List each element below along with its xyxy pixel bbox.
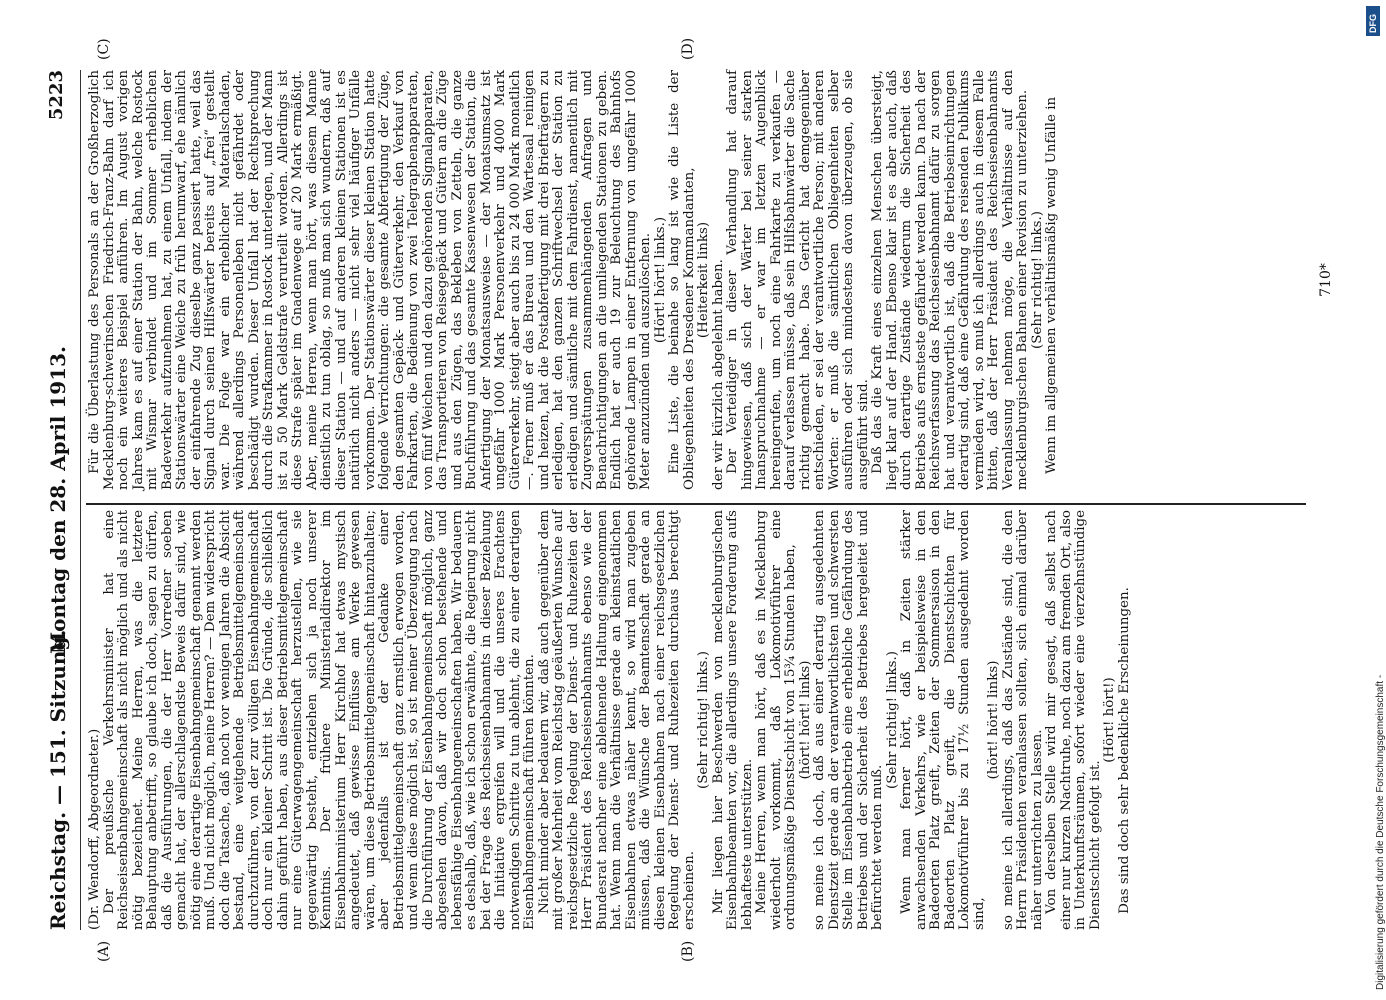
paragraph: Wenn man ferner hört, daß in Zeiten stärker anwachsenden Verkehrs, wie er beispielsweise in den Badeorten Platz greift, Zeiten der Sommersaison in den Badeorten Platz greift, die Dienstschichten für Lokomotivführer bis zu 17½ Stunden ausgedehnt worden sind, — [899, 510, 987, 930]
paragraph: der wir kürzlich abgelehnt haben. — [710, 259, 726, 490]
header-left: Reichstag. — 151. Sitzung. — [46, 629, 70, 930]
paragraph: Nicht minder aber bedauern wir, daß auch gegenüber dem mit großer Mehrheit vom Reichstag geäußerten Wunsche auf reichsgesetzliche Regelung der Dienst- und Ruhezeiten der Herr Präsident des Reichseisenbahnamts ebenso wie der Bundesrat nachher eine ablehnende Haltung eingenommen hat. Wenn man die Verhältnisse gerade an kleinstaatlichen Eisenbahnen etwas näher kennt, so wird man zugeben müssen, daß die Wünsche der Beamtenschaft gerade an diesen kleinen Eisenbahnen nach einer reichsgesetzlichen Regelung der Dienst- und Ruhezeiten durchaus berechtigt erscheinen. — [536, 510, 697, 930]
paragraph: Meine Herren, wenn man hört, daß es in Mecklenburg wiederholt vorkommt, daß Lokomotivführer eine ordnungsmäßige Dienstschicht von 15¾ Stunden haben, — [754, 510, 798, 930]
left-column — [88, 510, 1298, 930]
page-header — [46, 70, 76, 930]
paragraph: Daß das die Kraft eines einzelnen Menschen übersteigt, liegt klar auf der Hand. Ebenso klar ist es aber auch, daß durch derartige Zustände wiederum die Sicherheit des Betriebs aufs ernsteste gefährdet werden kann. Da nach der Reichsverfassung das Reichseisenbahnamt dafür zu sorgen hat und verantwortlich ist, daß die Betriebseinrichtungen derartig sind, daß eine Gefährdung des reisenden Publikums vermieden wird, so muß ich allerdings auch in diesem Falle bitten, daß der Herr Präsident des Reichseisenbahnamts Veranlassung nehmen möge, die Verhältnisse auf den mecklenburgischen Bahnen einer Revision zu unterziehen. — [870, 70, 1030, 490]
page-number: 5223 — [46, 70, 67, 121]
paragraph: Für die Überlastung des Personals an der Großherzoglich Mecklenburg-schwerinschen Friedrich-Franz-Bahn darf ich noch ein weiteres Beispiel anführen. Im August vorigen Jahres kam es auf einer Station der Bahn, welche Rostock mit Wismar verbindet und im Sommer erheblichen Badeverkehr aufzunehmen hat, zu einem Unfall, indem der Stationswärter eine Weiche zu früh herumwarf, ehe nämlich der einfahrende Zug dieselbe ganz passiert hatte, weil das Signal durch seinen Hilfswärter bereits auf „frei“ gestellt war. Die Folge war ein erheblicher Materialschaden, während allerdings Personenleben nicht gefährdet oder beschädigt wurden. Dieser Unfall hat der Rechtsprechung durch die Strafkammer in Rostock unterlegen, und der Mann ist zu 50 Mark Geldstrafe verurteilt worden. Allerdings ist diese Strafe später im Gnadenwege auf 20 Mark ermäßigt. Aber, meine Herren, wenn man hört, was diesem Manne dienstlich zu tun oblag, so muß man sich wundern, daß auf dieser Station — und auf anderen kleinen Stationen ist es natürlich nicht anders — nicht sehr viel häufiger Unfälle vorkommen. Der Stationswärter dieser kleinen Station hatte folgende Verrichtungen: die gesamte Abfertigung der Züge, den gesamten Gepäck- und Güterverkehr, den Verkauf von Fahrkarten, die Bedienung von zwei Telegraphenapparaten, von fünf Weichen und den dazu gehörenden Signalapparaten, das Transportieren von Reisegepäck und Gütern an die Züge und aus den Zügen, das Bekleben von Zetteln, die ganze Buchführung und das gesamte Kassenwesen der Station, die Anfertigung der Monatsausweise — der Monatsumsatz ist ungefähr 1000 Mark Personenverkehr und 4000 Mark Güterverkehr, steigt aber auch bis zu 24 000 Mark monatlich —. Ferner muß er das Bureau und den Wartesaal reinigen und heizen, hat die Postabfertigung mit drei Briefträgern zu erledigen, hat den ganzen Schriftwechsel der Station zu erledigen und sämtliche mit dem Fahrdienst, namentlich mit Zugverspätungen zusammenhängenden Anfragen und Benachrichtigungen an die umliegenden Stationen zu geben. Endlich hat er auch 19 zur Beleuchtung des Bahnhofs gehörende Lampen in einer Entfernung von ungefähr 1000 Meter anzuzünden und auszulöschen. — [87, 70, 653, 490]
paragraph: Das sind doch sehr bedenkliche Erscheinungen. — [1116, 587, 1132, 914]
paragraph: Der preußische Verkehrsminister hat eine Reichseisenbahngemeinschaft als nicht möglich und als nicht nötig bezeichnet. Meine Herren, was die letztere Behauptung anbetrifft, so glaube ich doch, sagen zu dürfen, daß die Ausführungen, die der Herr Vorredner soeben gemacht hat, der allerschlagendste Beweis dafür sind, wie nötig eine derartige Eisenbahngemeinschaft genannt werden muß. Und nicht möglich, meine Herren? — Dem widerspricht doch die Tatsache, daß noch vor wenigen Jahren die Absicht bestand, eine weitgehende Betriebsmittelgemeinschaft durchzuführen, von der zur völligen Eisenbahngemeinschaft doch nur ein kleiner Schritt ist. Die Gründe, die schließlich dahin geführt haben, aus dieser Betriebsmittelgemeinschaft nur eine Güterwagengemeinschaft herzustellen, wie sie gegenwärtig besteht, entziehen sich ja noch unserer Kenntnis. Der frühere Ministerialdirektor im Eisenbahnministerium Herr Kirchhof hat etwas mystisch angedeutet, daß gewisse Einflüsse am Werke gewesen wären, um diese Betriebsmittelgemeinschaft hintanzuhalten; aber jedenfalls ist der Gedanke einer Betriebsmittelgemeinschaft ganz ernstlich erwogen worden, und wenn diese möglich ist, so ist meiner Überzeugung nach die Durchführung der Eisenbahngemeinschaft möglich, ganz abgesehen davon, daß wir doch schon bestehende und lebensfähige Eisenbahngemeinschaften haben. Wir bedauern es deshalb, daß, wie ich schon erwähnte, die Regierung nicht bei der Frage des Reichseisenbahnamts in dieser Beziehung die Initiative ergreifen will und die unseres Erachtens notwendigen Schritte zu tun ablehnt, die zu einer derartigen Eisenbahngemeinschaft führen könnten. — [101, 510, 537, 930]
speaker-line: (Dr. Wendorff, Abgeordneter.) — [87, 728, 102, 930]
margin-marker-b: (B) — [680, 940, 696, 962]
paragraph: Mir liegen hier Beschwerden von mecklenburgischen Eisenbahnbeamten vor, die allerdings unsere Forderung aufs lebhafteste unterstützen. — [710, 510, 755, 930]
page-signature: 710* — [1318, 263, 1334, 297]
header-center: Montag den 28. April 1913. — [46, 346, 70, 654]
interjection: (Hört! hört! links.) — [652, 216, 668, 344]
digitization-credit: Digitalisierung gefördert durch die Deutsche Forschungsgemeinschaft - — [1375, 674, 1386, 990]
header-rule — [80, 70, 81, 930]
paragraph: so meine ich doch, daß aus einer derartig ausgedehnten Dienstzeit gerade an der verantwortlichsten und schwersten Stelle im Eisenbahnbetrieb eine erhebliche Gefährdung des Betriebes und der Sicherheit des Betriebes hergeleitet und befürchtet werden muß. — [812, 510, 885, 930]
dfg-logo — [1366, 6, 1380, 36]
interjection: (Sehr richtig! links.) — [696, 651, 711, 789]
interjection: (hört! hört! links) — [986, 660, 1001, 780]
paragraph: Eine Liste, die beinahe so lang ist wie die Liste der Obliegenheiten des Dresdener Kommandanten, — [667, 70, 697, 490]
paragraph: Von derselben Stelle wird mir gesagt, daß selbst nach einer nur kurzen Nachtruhe, noch dazu am fremden Ort, also in Unterkunftsräumen, sofort wieder eine vierzehnstündige Dienstschicht gefolgt ist. — [1044, 510, 1103, 930]
interjection: (Sehr richtig! links.) — [884, 651, 900, 789]
interjection: (Hört! hört!) — [1102, 677, 1117, 763]
margin-marker-c: (C) — [96, 38, 112, 60]
paragraph: so meine ich allerdings, daß das Zustände sind, die den Herrn Präsidenten veranlassen sollten, sich einmal darüber näher unterrichten zu lassen. — [1000, 510, 1045, 930]
margin-marker-d: (D) — [680, 37, 696, 60]
interjection: (hört! hört! links) — [797, 660, 813, 780]
right-column — [88, 70, 1298, 490]
paragraph: Wenn im allgemeinen verhältnismäßig wenig Unfälle in — [1044, 96, 1059, 474]
interjection: (Heiterkeit links) — [696, 221, 711, 339]
column-divider — [86, 503, 1306, 505]
interjection: (Sehr richtig! links.) — [1029, 211, 1045, 349]
paragraph: Der Verteidiger in dieser Verhandlung hat darauf hingewiesen, daß sich der Wärter bei seiner starken Inanspruchnahme — er war im letzten Augenblick hereingerufen, um noch eine Fahrkarte zu verkaufen — darauf verlassen müsse, daß sein Hilfsbahnwärter die Sache richtig gemacht habe. Das Gericht hat demgegenüber entschieden, er sei der verantwortliche Person; mit anderen Worten: er muß die sämtlichen Obliegenheiten selber ausführen oder sich mindestens davon überzeugen, ob sie ausgeführt sind. — [725, 70, 871, 490]
dfg-logo-text: DFG — [1368, 14, 1378, 33]
margin-marker-a: (A) — [96, 940, 112, 962]
